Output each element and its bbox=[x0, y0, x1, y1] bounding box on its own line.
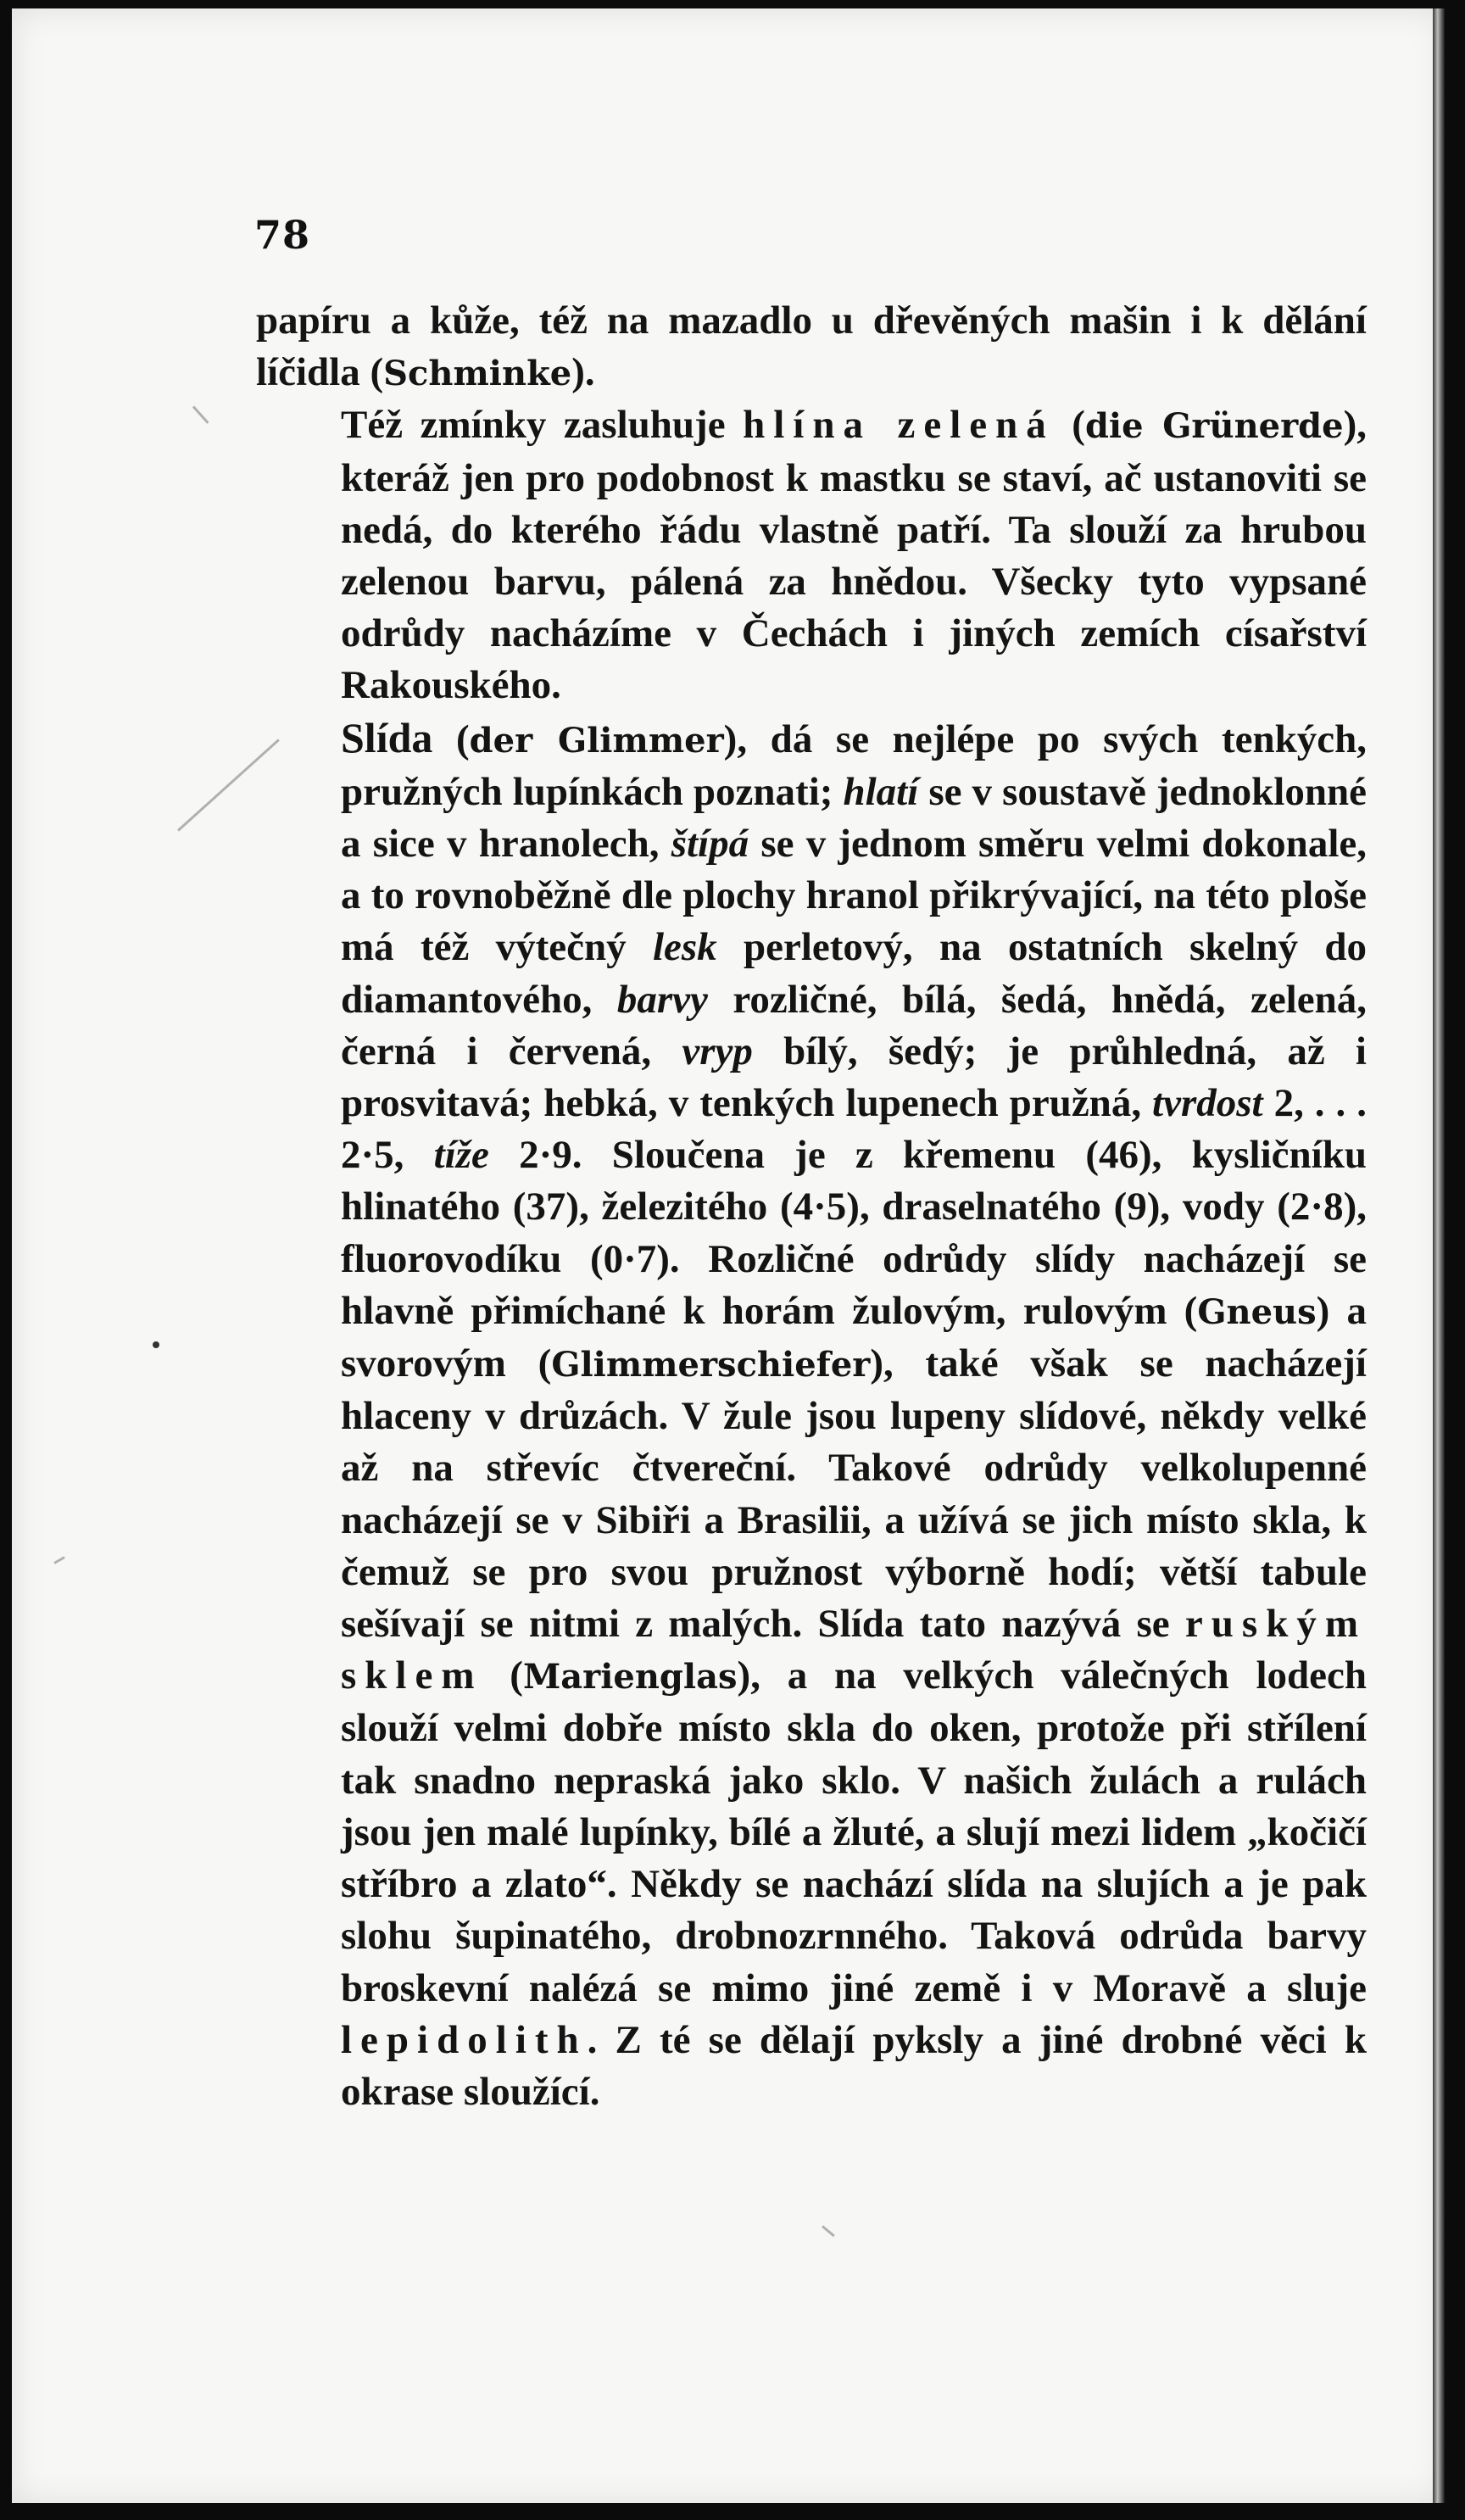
paragraph-2 bbox=[256, 399, 1367, 711]
fraktur-term: die Grünerde bbox=[1084, 406, 1344, 447]
italic-term: tvrdost bbox=[1152, 1081, 1263, 1126]
para3-text-a: ( bbox=[432, 716, 470, 761]
para3-text-b: ), dá se nejlépe po svých tenkých, pružných lupínkách poznati; bbox=[341, 716, 1368, 814]
italic-term: hlatí bbox=[843, 769, 919, 814]
para3-text-k: ) a svorovým ( bbox=[341, 1288, 1368, 1386]
para3-text-j: 2·9. Sloučena je z křemenu (46), kysličníku hlinatého (37), železitého (4·5), draselnatého (9), vody (2·8), fluorovodíku (0·7). Rozličné odrůdy slídy nacházejí se hlavně přimíchané k horám žulovým, rulovým ( bbox=[341, 1133, 1367, 1333]
page-edge-shadow bbox=[1433, 8, 1445, 2503]
para3-text-g: bílý, šedý; je průhledná, až i prosvitavá; hebká, v tenkých lupenech pružná, bbox=[341, 1029, 1367, 1126]
paragraph-1 bbox=[256, 295, 1367, 399]
fraktur-term: Glimmerschiefer bbox=[551, 1345, 871, 1385]
para3-text-d: se v jednom směru velmi dokonale, a to rovnoběžně dle plochy hranol přikrývající, na této ploše má též výtečný bbox=[341, 822, 1367, 970]
para1-end: ). bbox=[571, 350, 595, 395]
spaced-term: ruským sklem bbox=[341, 1602, 1367, 1698]
paragraph-3 bbox=[256, 712, 1367, 2118]
para3-text-e: perletový, na ostatních skelný do diamantového, bbox=[341, 925, 1367, 1022]
italic-term: barvy bbox=[616, 977, 708, 1022]
pencil-mark bbox=[822, 2225, 835, 2237]
para3-text-l: ), také však se nacházejí hlaceny v drůzách. V žule jsou lupeny slídové, někdy velké až na střevíc čtvereční. Takové odrůdy velkolupenné nacházejí se v Sibiři a Brasilii, a užívá se jich místo skla, k čemuž se pro svou pružnost výborně hodí; větší tabule sešívají se nitmi z malých. Slída tato nazývá se bbox=[341, 1341, 1367, 1647]
para2-text-b: ( bbox=[1054, 403, 1085, 448]
ink-speck bbox=[153, 1341, 159, 1348]
page-text bbox=[256, 295, 1367, 2118]
italic-term: štípá bbox=[671, 822, 749, 867]
para3-text-f: rozličné, bílá, šedá, hnědá, zelená, černá i červená, bbox=[341, 977, 1367, 1073]
spaced-term: lepidolith bbox=[341, 2017, 588, 2062]
fraktur-term: der Glimmer bbox=[469, 720, 724, 761]
italic-term: lesk bbox=[652, 925, 717, 970]
para3-text-c: se v soustavě jednoklonné a sice v hranolech, bbox=[341, 769, 1368, 867]
pencil-mark bbox=[53, 1556, 65, 1564]
page-number: 78 bbox=[254, 212, 311, 258]
para3-text-o: . Z té se dělají pyksly a jiné drobné věci k okrase sloužící. bbox=[341, 2017, 1367, 2114]
italic-term: tíže bbox=[433, 1133, 489, 1178]
para3-text-m: ( bbox=[482, 1653, 523, 1698]
fraktur-term: Schminke bbox=[383, 354, 572, 394]
para3-text-n: ), a na velkých válečných lodech slouží velmi dobře místo skla do oken, protože při střílení tak snadno nepraská jako sklo. V našich žulách a rulách jsou jen malé lupínky, bílé a žluté, a slují mezi lidem „kočičí stříbro a zlato“. Někdy se nachází slída na slujích a je pak slohu šupinatého, drobnozrnného. Taková odrůda barvy broskevní nalézá se mimo jiné země i v Moravě a sluje bbox=[341, 1653, 1368, 2010]
book-page bbox=[12, 8, 1445, 2503]
spaced-term: hlína zelená bbox=[743, 403, 1055, 448]
para1-text: papíru a kůže, též na mazadlo u dřevěných mašin i k dělání líčidla ( bbox=[256, 298, 1367, 395]
section-head: Slída bbox=[341, 713, 433, 761]
para3-text-h: 2, . . . 2·5, bbox=[341, 1081, 1367, 1178]
fraktur-term: Marienglas bbox=[522, 1657, 738, 1698]
italic-term: vryp bbox=[682, 1029, 753, 1073]
para2-text-a: Též zmínky zasluhuje bbox=[341, 403, 744, 448]
fraktur-term: Gneus bbox=[1197, 1291, 1317, 1332]
para2-text-c: ), kteráž jen pro podobnost k mastku se staví, ač ustanoviti se nedá, do kterého řádu vlastně patří. Ta slouží za hrubou zelenou barvu, pálená za hnědou. Všecky tyto vypsané odrůdy nacházíme v Čechách i jiných zemích císařství Rakouského. bbox=[341, 403, 1367, 708]
pencil-mark bbox=[192, 405, 209, 423]
